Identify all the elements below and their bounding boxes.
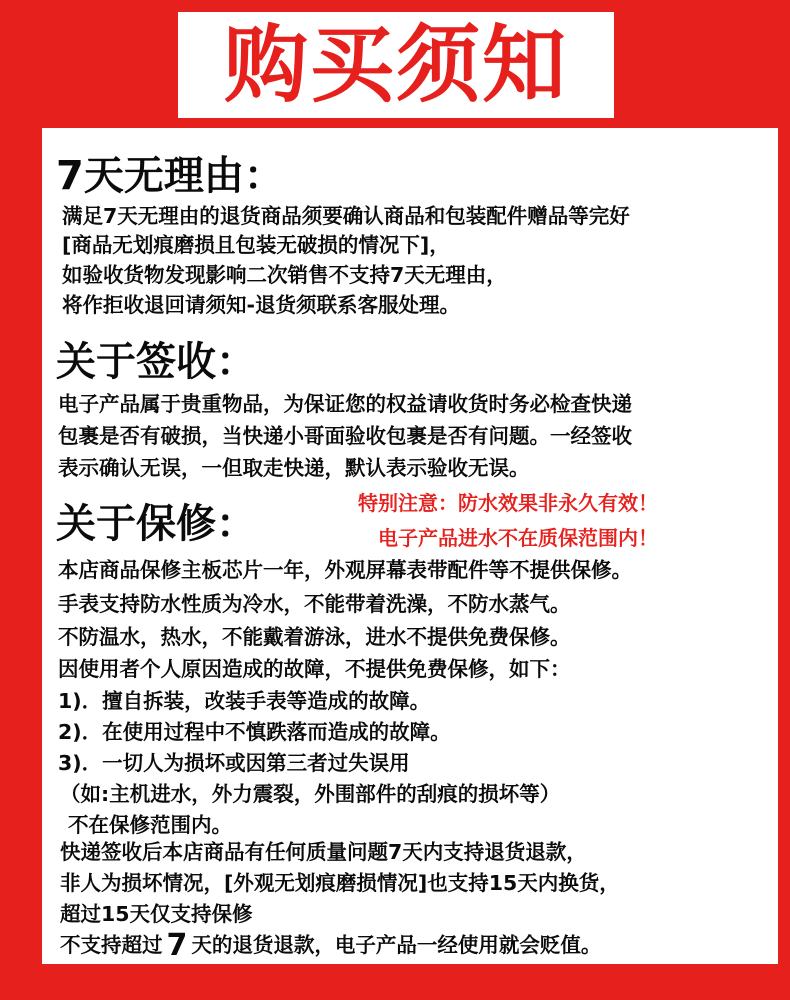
warranty-line: 快递签收后本店商品有任何质量问题7天内支持退货退款，	[60, 840, 587, 864]
return-line: 如验收货物发现影响二次销售不支持7天无理由，	[62, 263, 507, 287]
final-notice-days: 7	[166, 928, 188, 963]
warranty-line: 不在保修范围内。	[68, 813, 232, 837]
fault-item-2: 2)．在使用过程中不慎跌落而造成的故障。	[58, 720, 451, 744]
warranty-line: 不防温水，热水，不能戴着游泳，进水不提供免费保修。	[58, 625, 571, 649]
final-notice-after: 天的退货退款，电子产品一经使用就会贬值。	[191, 933, 602, 957]
return-line: 将作拒收退回请须知-退货须联系客服处理。	[62, 293, 461, 317]
sign-line: 电子产品属于贵重物品，为保证您的权益请收货时务必检查快递	[58, 392, 632, 416]
water-damage-warning: 电子产品进水不在质保范围内！	[378, 526, 658, 550]
final-notice-before: 不支持超过	[60, 933, 163, 957]
warranty-line: 手表支持防水性质为冷水，不能带着洗澡，不防水蒸气。	[58, 592, 571, 616]
return-heading: 7天无理由：	[56, 153, 284, 199]
notice-panel	[42, 128, 778, 964]
fault-item-3: 3)．一切人为损坏或因第三者过失误用	[58, 751, 410, 775]
return-line: 满足7天无理由的退货商品须要确认商品和包装配件赠品等完好	[62, 204, 630, 228]
sign-line: 包裹是否有破损，当快递小哥面验收包裹是否有问题。一经签收	[58, 424, 632, 448]
fault-examples: （如:主机进水，外力震裂，外围部件的刮痕的损坏等）	[60, 782, 561, 806]
fault-item-1: 1)．擅自拆装，改装手表等造成的故障。	[58, 689, 431, 713]
title-banner	[178, 12, 614, 118]
warranty-line: 非人为损坏情况，[外观无划痕磨损情况]也支持15天内换货，	[60, 871, 620, 895]
return-line: [商品无划痕磨损且包装无破损的情况下]，	[62, 233, 450, 257]
sign-heading: 关于签收：	[56, 339, 256, 385]
sign-line: 表示确认无误，一但取走快递，默认表示验收无误。	[58, 456, 530, 480]
waterproof-warning: 特别注意：防水效果非永久有效！	[358, 491, 658, 515]
warranty-line: 超过15天仅支持保修	[60, 902, 253, 926]
final-notice	[60, 928, 602, 963]
page-title: 购买须知	[223, 16, 568, 114]
warranty-line: 因使用者个人原因造成的故障，不提供免费保修，如下：	[58, 657, 571, 681]
warranty-heading: 关于保修：	[56, 501, 256, 547]
warranty-line: 本店商品保修主板芯片一年，外观屏幕表带配件等不提供保修。	[58, 558, 632, 582]
